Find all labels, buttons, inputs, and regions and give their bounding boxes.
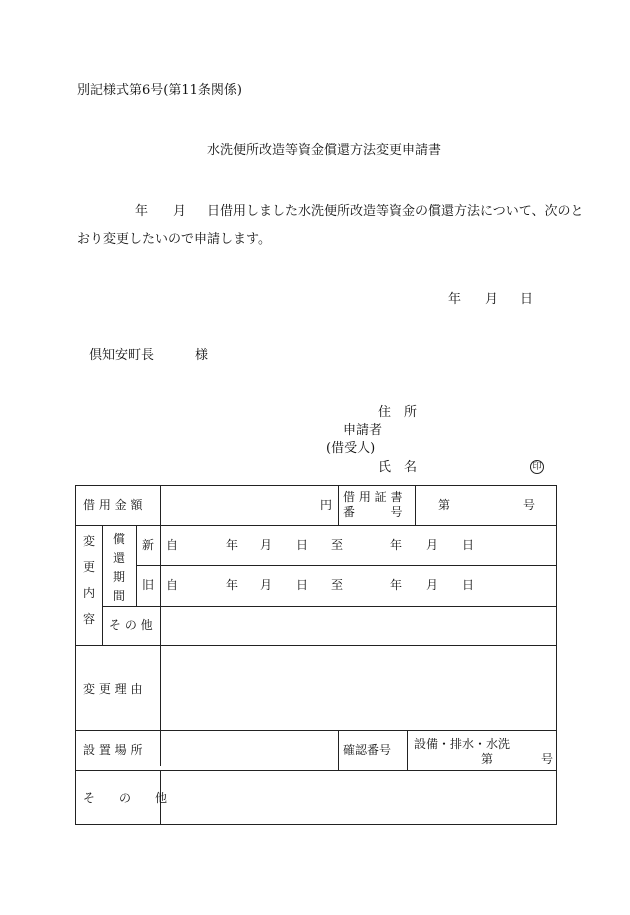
change-other-label: そ の 他 [109, 618, 153, 632]
applicant-address-label: 住 所 [378, 405, 418, 420]
application-form-table [75, 485, 557, 825]
col-divider [407, 730, 408, 770]
new-to-year: 年 [390, 538, 403, 552]
date-month: 月 [485, 292, 499, 307]
new-from-month: 月 [260, 538, 273, 552]
col-divider [338, 730, 339, 770]
new-from-year: 年 [226, 538, 239, 552]
applicant-borrower-label: (借受人) [326, 441, 376, 456]
new-label: 新 [142, 538, 155, 552]
new-to-day: 日 [462, 538, 475, 552]
row-divider [136, 565, 556, 566]
addressee-honorific: 様 [195, 348, 209, 363]
applicant-role-label: 申請者 [343, 423, 383, 438]
yen-unit: 円 [320, 498, 333, 512]
equip-no-suffix: 号 [541, 752, 554, 766]
row-divider [102, 606, 556, 607]
loan-amount-label: 借 用 金 額 [83, 498, 143, 512]
other-label: そ の 他 [83, 791, 168, 805]
old-from-day: 日 [296, 578, 309, 592]
old-from-year: 年 [226, 578, 239, 592]
old-to-year: 年 [390, 578, 403, 592]
col-divider [160, 606, 161, 766]
body-text-line1: 日借用しました水洗便所改造等資金の償還方法について、次のと [207, 204, 584, 219]
cert-number-label-line1: 借 用 証 書 [343, 490, 403, 504]
old-to-day: 日 [462, 578, 475, 592]
install-location-label: 設 置 場 所 [83, 743, 143, 757]
cert-no-prefix: 第 [438, 498, 451, 512]
col-divider [102, 525, 103, 645]
date-day: 日 [520, 292, 534, 307]
equipment-label: 設備・排水・水洗 [414, 737, 511, 751]
addressee-name: 倶知安町長 [89, 348, 155, 363]
confirm-number-label: 確認番号 [343, 743, 392, 757]
seal-mark: 印 [530, 460, 544, 474]
body-year: 年 [135, 204, 149, 219]
col-divider [136, 525, 137, 606]
document-title: 水洗便所改造等資金償還方法変更申請書 [207, 143, 442, 158]
col-divider [338, 486, 339, 525]
col-divider [160, 486, 161, 525]
new-to-month: 月 [426, 538, 439, 552]
row-divider [76, 730, 556, 731]
new-from-day: 日 [296, 538, 309, 552]
old-label: 旧 [142, 578, 155, 592]
row-divider [76, 770, 556, 771]
old-from: 自 [166, 578, 179, 592]
row-divider [76, 525, 556, 526]
change-content-label: 変 更 内 容 [82, 534, 95, 626]
col-divider [160, 525, 161, 606]
change-reason-label: 変 更 理 由 [83, 682, 143, 696]
col-divider [415, 486, 416, 525]
form-reference: 別記様式第6号(第11条関係) [77, 83, 242, 98]
equip-no-prefix: 第 [481, 752, 494, 766]
old-from-month: 月 [260, 578, 273, 592]
row-divider [76, 645, 556, 646]
cert-number-label-line2: 番 号 [343, 505, 403, 519]
cert-no-suffix: 号 [523, 498, 536, 512]
body-month: 月 [173, 204, 187, 219]
new-from: 自 [166, 538, 179, 552]
repayment-period-label: 償 還 期 間 [112, 532, 125, 603]
applicant-name-label: 氏 名 [378, 460, 418, 475]
old-to-month: 月 [426, 578, 439, 592]
body-text-line2: おり変更したいので申請します。 [77, 232, 271, 247]
date-year: 年 [448, 292, 462, 307]
old-to: 至 [331, 578, 344, 592]
new-to: 至 [331, 538, 344, 552]
